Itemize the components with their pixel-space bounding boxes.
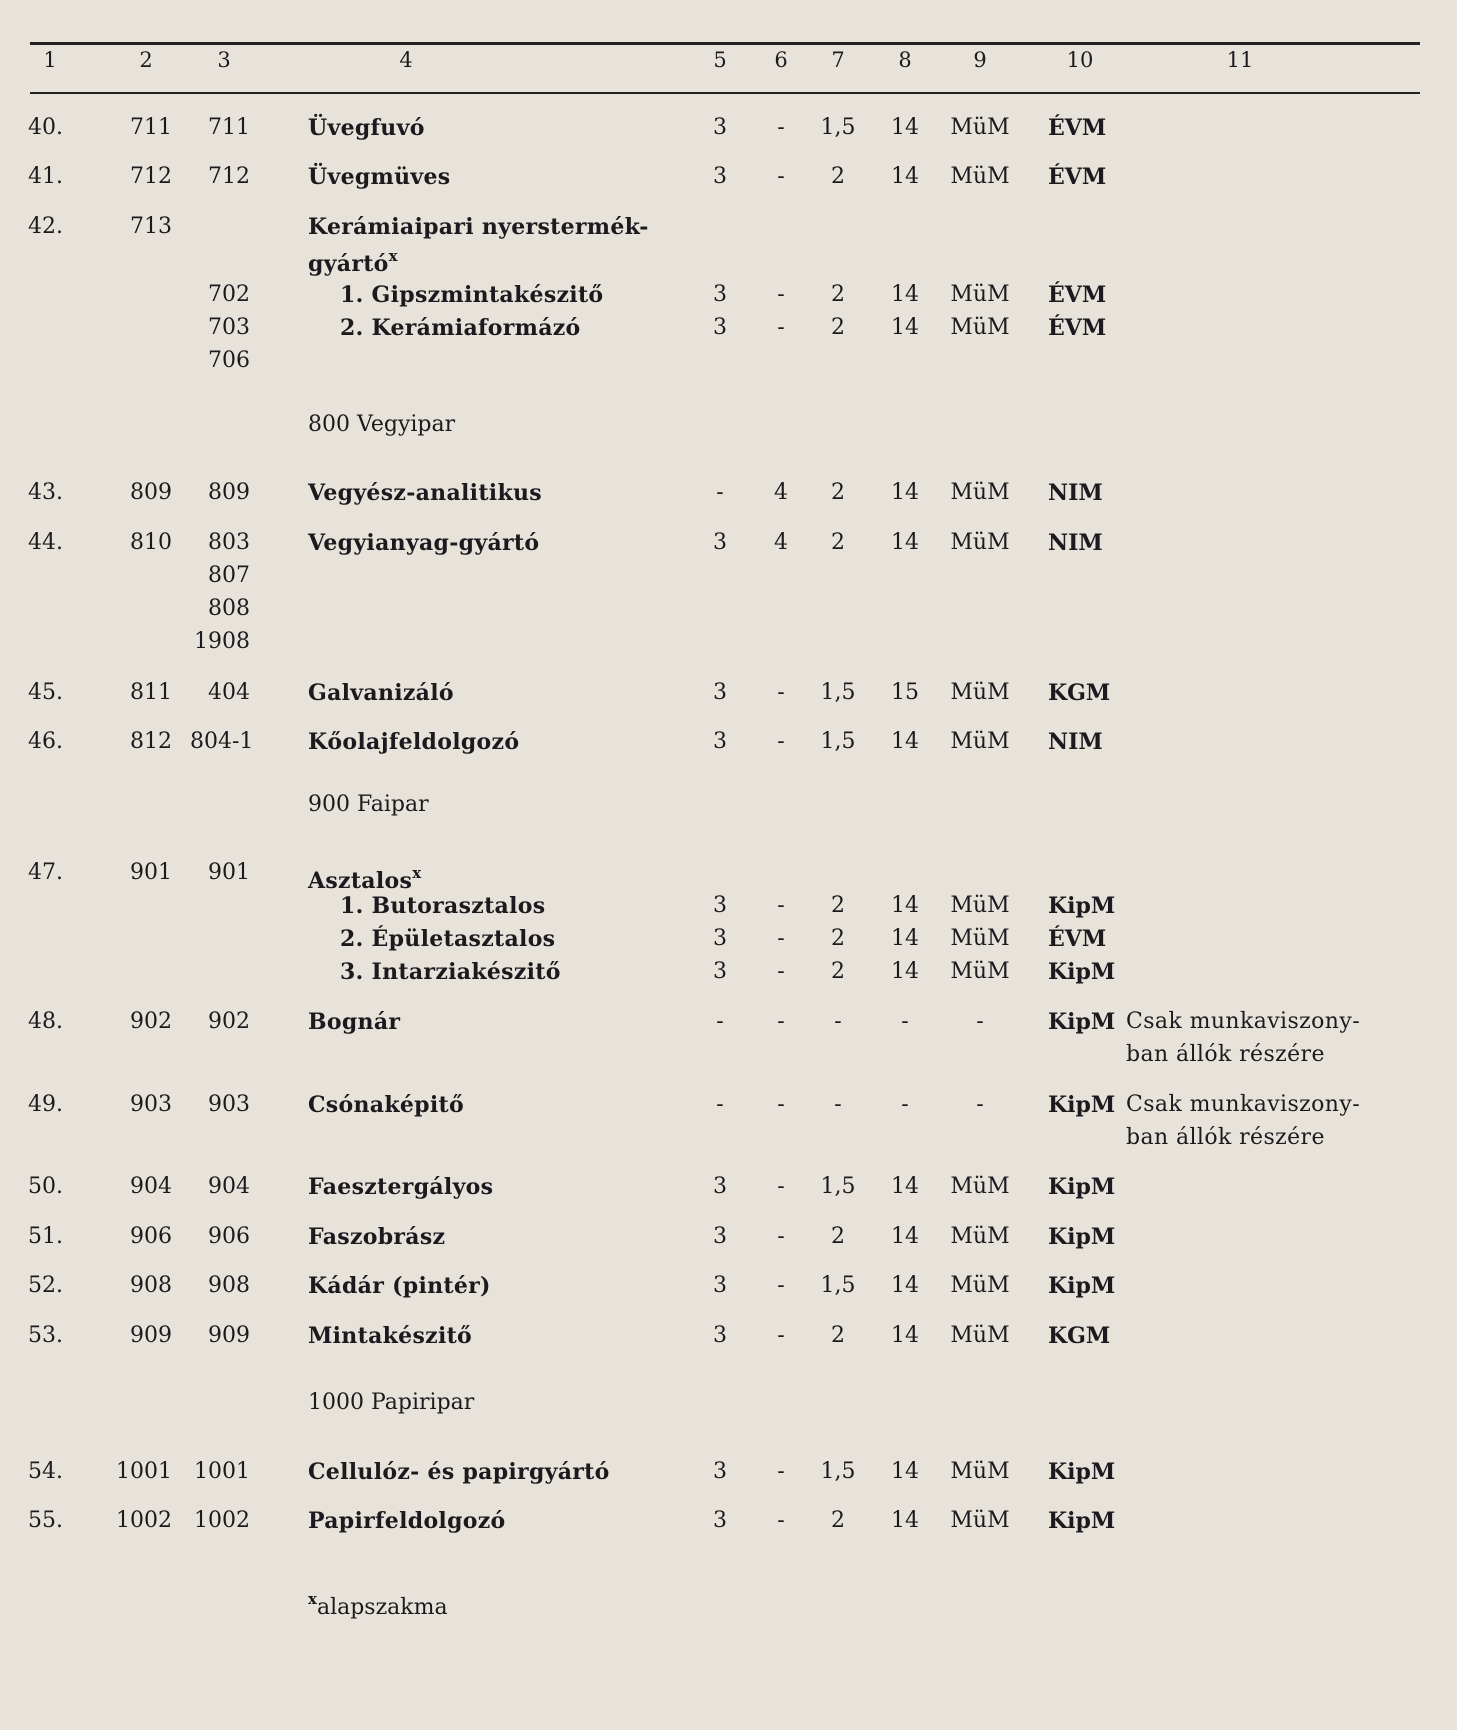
table-row: 46. 812 804-1 Kőolajfeldolgozó 3 - 1,5 14 MüM NIM xyxy=(28,729,1103,755)
cell-col-8: 14 xyxy=(891,115,919,140)
cell-col-4: Mintakészitő xyxy=(308,1323,473,1349)
cell-col-11: Csak munkaviszony- xyxy=(1126,1009,1361,1034)
cell-col-1: 53. xyxy=(28,1323,63,1348)
cell-col-1: 48. xyxy=(28,1009,63,1034)
cell-col-7: - xyxy=(834,1092,842,1117)
cell-col-3: 1002 xyxy=(194,1508,250,1533)
cell-col-8: 14 xyxy=(891,959,919,984)
table-row: 54. 1001 1001 Cellulóz- és papirgyártó 3 - 1,5 14 MüM KipM xyxy=(28,1459,1116,1485)
cell-col-10: KipM xyxy=(1048,1092,1116,1118)
cell-col-6: - xyxy=(777,729,785,754)
cell-col-8: 14 xyxy=(891,1224,919,1249)
cell-col-6: - xyxy=(777,1459,785,1484)
cell-col-4: Csónaképitő xyxy=(308,1092,464,1118)
cell-col-6: - xyxy=(777,1009,785,1034)
cell-col-7: 2 xyxy=(831,1224,845,1249)
cell-col-4: Faszobrász xyxy=(308,1224,446,1250)
cell-col-6: - xyxy=(777,164,785,189)
cell-col-10: KipM xyxy=(1048,959,1116,985)
cell-col-9: MüM xyxy=(950,1273,1010,1298)
table-row: 55. 1002 1002 Papirfeldolgozó 3 - 2 14 MüM KipM xyxy=(28,1508,1116,1534)
cell-col-4: gyártó$^x$ xyxy=(308,247,398,277)
table-row: 41. 712 712 Üvegmüves 3 - 2 14 MüM ÉVM xyxy=(28,164,1107,190)
cell-col-3: 804-1 xyxy=(190,729,254,754)
cell-col-1: 55. xyxy=(28,1508,63,1533)
cell-col-2: 1002 xyxy=(116,1508,172,1533)
cell-col-1: 44. xyxy=(28,530,63,555)
cell-col-3: 1001 xyxy=(194,1459,250,1484)
cell-col-4: Asztalos$^x$ xyxy=(308,864,422,894)
table-row: 1. Butorasztalos 3 - 2 14 MüM KipM xyxy=(340,893,1116,919)
column-header-9: 9 xyxy=(973,48,987,72)
table-row: 52. 908 908 Kádár (pintér) 3 - 1,5 14 MüM KipM xyxy=(28,1273,1116,1299)
table-row xyxy=(0,561,1457,591)
cell-col-10: KipM xyxy=(1048,1508,1116,1534)
cell-col-7: 1,5 xyxy=(820,729,856,754)
cell-col-9: MüM xyxy=(950,729,1010,754)
cell-col-3: 711 xyxy=(208,115,250,140)
cell-col-4: Kőolajfeldolgozó xyxy=(308,729,520,755)
cell-col-6: - xyxy=(777,1323,785,1348)
cell-col-3: 404 xyxy=(208,680,250,705)
cell-col-6: - xyxy=(777,1092,785,1117)
cell-col-10: ÉVM xyxy=(1048,115,1107,141)
header-bottom-rule xyxy=(30,92,1420,94)
cell-col-1: 51. xyxy=(28,1224,63,1249)
cell-col-9: MüM xyxy=(950,1508,1010,1533)
cell-col-2: 1001 xyxy=(116,1459,172,1484)
table-row: 49. 903 903 Csónaképitő - - - - - KipM Csak munkaviszony- xyxy=(28,1092,1361,1118)
cell-col-4: Bognár xyxy=(308,1009,401,1035)
cell-col-2: 906 xyxy=(130,1224,172,1249)
cell-col-9: - xyxy=(976,1009,984,1034)
cell-col-8: 14 xyxy=(891,893,919,918)
column-header-5: 5 xyxy=(713,48,727,72)
cell-col-10: ÉVM xyxy=(1048,926,1107,952)
cell-col-6: - xyxy=(777,282,785,307)
cell-col-2: 712 xyxy=(130,164,172,189)
cell-col-6: 4 xyxy=(774,480,788,505)
table-row xyxy=(0,1040,1457,1070)
cell-col-7: 2 xyxy=(831,530,845,555)
cell-col-2: 902 xyxy=(130,1009,172,1034)
cell-col-7: 2 xyxy=(831,1508,845,1533)
cell-col-9: MüM xyxy=(950,680,1010,705)
cell-col-8: 14 xyxy=(891,164,919,189)
cell-col-7: 1,5 xyxy=(820,1459,856,1484)
cell-col-8: 14 xyxy=(891,1508,919,1533)
column-header-8: 8 xyxy=(898,48,912,72)
cell-col-10: KipM xyxy=(1048,1009,1116,1035)
cell-col-3: 901 xyxy=(208,860,250,885)
cell-col-1: 52. xyxy=(28,1273,63,1298)
cell-col-10: KipM xyxy=(1048,1174,1116,1200)
cell-col-9: MüM xyxy=(950,530,1010,555)
cell-col-3: 809 xyxy=(208,480,250,505)
cell-col-10: KipM xyxy=(1048,1224,1116,1250)
cell-col-2: 904 xyxy=(130,1174,172,1199)
section-heading-papiripar: 1000 Papiripar xyxy=(308,1390,475,1415)
column-header-4: 4 xyxy=(399,48,413,72)
cell-col-4: Vegyész-analitikus xyxy=(308,480,542,506)
table-row: 43. 809 809 Vegyész-analitikus - 4 2 14 MüM NIM xyxy=(28,480,1103,506)
table-row: 53. 909 909 Mintakészitő 3 - 2 14 MüM KGM xyxy=(28,1323,1111,1349)
cell-col-9: MüM xyxy=(950,1224,1010,1249)
cell-col-4: Vegyianyag-gyártó xyxy=(308,530,540,556)
cell-col-2: 811 xyxy=(130,680,172,705)
footnote-asterisk: x xyxy=(308,1590,317,1608)
cell-col-8: 15 xyxy=(891,680,919,705)
cell-col-8: 14 xyxy=(891,480,919,505)
cell-col-4: 2. Kerámiaformázó xyxy=(340,315,581,341)
cell-col-3: 1908 xyxy=(194,629,250,654)
column-header-6: 6 xyxy=(774,48,788,72)
cell-col-9: MüM xyxy=(950,1174,1010,1199)
column-header-10: 10 xyxy=(1066,48,1094,72)
cell-col-8: 14 xyxy=(891,1174,919,1199)
cell-col-9: MüM xyxy=(950,282,1010,307)
cell-col-9: MüM xyxy=(950,164,1010,189)
table-row: 48. 902 902 Bognár - - - - - KipM Csak munkaviszony- xyxy=(28,1009,1361,1035)
table-row: 50. 904 904 Faesztergályos 3 - 1,5 14 MüM KipM xyxy=(28,1174,1116,1200)
cell-col-3: 807 xyxy=(208,563,250,588)
cell-col-9: MüM xyxy=(950,926,1010,951)
table-row xyxy=(0,212,1457,242)
cell-col-1: 49. xyxy=(28,1092,63,1117)
table-row: 3. Intarziakészitő 3 - 2 14 MüM KipM xyxy=(340,959,1116,985)
column-header-1: 1 xyxy=(43,48,57,72)
cell-col-4: Faesztergályos xyxy=(308,1174,494,1200)
cell-col-8: 14 xyxy=(891,1459,919,1484)
cell-col-7: 2 xyxy=(831,164,845,189)
cell-col-6: - xyxy=(777,1273,785,1298)
cell-col-8: 14 xyxy=(891,530,919,555)
table-row xyxy=(0,241,1457,277)
cell-col-10: NIM xyxy=(1048,530,1103,556)
table-row xyxy=(0,346,1457,376)
cell-col-6: - xyxy=(777,926,785,951)
cell-col-10: KipM xyxy=(1048,1459,1116,1485)
cell-col-9: - xyxy=(976,1092,984,1117)
cell-col-7: 2 xyxy=(831,480,845,505)
cell-col-3: 808 xyxy=(208,596,250,621)
cell-col-8: 14 xyxy=(891,1323,919,1348)
cell-col-4: 2. Épületasztalos xyxy=(340,926,556,952)
asterisk-mark: x xyxy=(388,247,398,265)
cell-col-2: 711 xyxy=(130,115,172,140)
cell-col-2: 812 xyxy=(130,729,172,754)
cell-col-7: 2 xyxy=(831,282,845,307)
column-header-3: 3 xyxy=(217,48,231,72)
cell-col-2: 713 xyxy=(130,214,172,239)
column-header-2: 2 xyxy=(139,48,153,72)
cell-col-8: 14 xyxy=(891,315,919,340)
cell-col-4: Papirfeldolgozó xyxy=(308,1508,506,1534)
cell-col-10: ÉVM xyxy=(1048,315,1107,341)
cell-col-3: 908 xyxy=(208,1273,250,1298)
cell-col-2: 901 xyxy=(130,860,172,885)
cell-col-1: 42. xyxy=(28,214,63,239)
cell-col-8: 14 xyxy=(891,1273,919,1298)
cell-col-10: KGM xyxy=(1048,680,1111,706)
footnote-text: alapszakma xyxy=(316,1595,448,1620)
table-row: 45. 811 404 Galvanizáló 3 - 1,5 15 MüM KGM xyxy=(28,680,1111,706)
cell-col-1: 47. xyxy=(28,860,63,885)
cell-col-3: 703 xyxy=(208,315,250,340)
cell-col-8: 14 xyxy=(891,282,919,307)
cell-col-6: - xyxy=(777,959,785,984)
cell-col-1: 50. xyxy=(28,1174,63,1199)
cell-col-7: 2 xyxy=(831,315,845,340)
cell-col-11: ban állók részére xyxy=(1126,1042,1325,1067)
cell-col-10: ÉVM xyxy=(1048,282,1107,308)
table-row: 51. 906 906 Faszobrász 3 - 2 14 MüM KipM xyxy=(28,1224,1116,1250)
cell-col-1: 45. xyxy=(28,680,63,705)
column-header-11: 11 xyxy=(1226,48,1254,72)
cell-col-6: - xyxy=(777,1224,785,1249)
cell-col-3: 712 xyxy=(208,164,250,189)
cell-col-7: 1,5 xyxy=(820,1273,856,1298)
table-row: 703 2. Kerámiaformázó 3 - 2 14 MüM ÉVM xyxy=(0,313,1457,343)
cell-col-2: 909 xyxy=(130,1323,172,1348)
cell-col-9: MüM xyxy=(950,480,1010,505)
header-top-rule xyxy=(30,42,1420,45)
cell-col-9: MüM xyxy=(950,893,1010,918)
section-heading-vegyipar: 800 Vegyipar xyxy=(308,412,456,437)
table-row: 702 1. Gipszmintakészitő 3 - 2 14 MüM ÉVM xyxy=(0,280,1457,310)
cell-col-2: 903 xyxy=(130,1092,172,1117)
cell-col-11: Csak munkaviszony- xyxy=(1126,1092,1361,1117)
cell-col-4: 1. Butorasztalos xyxy=(340,893,546,919)
section-heading-faipar: 900 Faipar xyxy=(308,792,429,817)
cell-col-1: 41. xyxy=(28,164,63,189)
footnote xyxy=(308,1590,448,1620)
cell-col-6: 4 xyxy=(774,530,788,555)
cell-col-7: 1,5 xyxy=(820,1174,856,1199)
cell-col-9: MüM xyxy=(950,1323,1010,1348)
cell-col-3: 803 xyxy=(208,530,250,555)
cell-col-6: - xyxy=(777,1174,785,1199)
table-row xyxy=(0,627,1457,657)
cell-col-7: - xyxy=(834,1009,842,1034)
cell-col-9: MüM xyxy=(950,115,1010,140)
cell-col-7: 2 xyxy=(831,1323,845,1348)
cell-col-6: - xyxy=(777,315,785,340)
cell-col-7: 2 xyxy=(831,926,845,951)
table-row: 40. 711 711 Üvegfuvó 3 - 1,5 14 MüM ÉVM xyxy=(28,115,1107,141)
cell-col-7: 1,5 xyxy=(820,115,856,140)
cell-col-3: 904 xyxy=(208,1174,250,1199)
cell-col-7: 2 xyxy=(831,959,845,984)
cell-col-8: 14 xyxy=(891,729,919,754)
cell-col-4: Üvegmüves xyxy=(308,164,451,190)
cell-col-10: NIM xyxy=(1048,480,1103,506)
table-row xyxy=(0,858,1457,894)
cell-col-2: 809 xyxy=(130,480,172,505)
asterisk-mark: x xyxy=(412,864,422,882)
table-row xyxy=(0,1123,1457,1153)
cell-col-7: 1,5 xyxy=(820,680,856,705)
table-row: 2. Épületasztalos 3 - 2 14 MüM ÉVM xyxy=(340,926,1107,952)
cell-col-1: 43. xyxy=(28,480,63,505)
cell-col-4: 3. Intarziakészitő xyxy=(340,959,561,985)
cell-col-8: 14 xyxy=(891,926,919,951)
cell-col-1: 46. xyxy=(28,729,63,754)
cell-col-6: - xyxy=(777,680,785,705)
cell-col-3: 702 xyxy=(208,282,250,307)
cell-col-8: - xyxy=(901,1092,909,1117)
cell-col-6: - xyxy=(777,1508,785,1533)
cell-col-3: 706 xyxy=(208,348,250,373)
cell-col-3: 906 xyxy=(208,1224,250,1249)
table-row: 44. 810 803 Vegyianyag-gyártó 3 4 2 14 MüM NIM xyxy=(28,530,1103,556)
cell-col-10: KGM xyxy=(1048,1323,1111,1349)
cell-col-4: Kádár (pintér) xyxy=(308,1273,491,1299)
column-header-7: 7 xyxy=(831,48,845,72)
cell-col-6: - xyxy=(777,115,785,140)
cell-col-2: 908 xyxy=(130,1273,172,1298)
cell-col-9: MüM xyxy=(950,315,1010,340)
cell-col-7: 2 xyxy=(831,893,845,918)
cell-col-9: MüM xyxy=(950,1459,1010,1484)
cell-col-4: Üvegfuvó xyxy=(308,115,425,141)
table-row xyxy=(0,594,1457,624)
cell-col-4: 1. Gipszmintakészitő xyxy=(340,282,604,308)
cell-col-8: - xyxy=(901,1009,909,1034)
cell-col-11: ban állók részére xyxy=(1126,1125,1325,1150)
cell-col-3: 903 xyxy=(208,1092,250,1117)
cell-col-10: NIM xyxy=(1048,729,1103,755)
cell-col-1: 54. xyxy=(28,1459,63,1484)
cell-col-1: 40. xyxy=(28,115,63,140)
cell-col-2: 810 xyxy=(130,530,172,555)
cell-col-3: 909 xyxy=(208,1323,250,1348)
cell-col-4: Kerámiaipari nyerstermék- xyxy=(308,214,649,240)
cell-col-9: MüM xyxy=(950,959,1010,984)
cell-col-10: KipM xyxy=(1048,1273,1116,1299)
cell-col-4: Galvanizáló xyxy=(308,680,454,706)
cell-col-10: KipM xyxy=(1048,893,1116,919)
cell-col-10: ÉVM xyxy=(1048,164,1107,190)
cell-col-6: - xyxy=(777,893,785,918)
cell-col-3: 902 xyxy=(208,1009,250,1034)
cell-col-4: Cellulóz- és papirgyártó xyxy=(308,1459,610,1485)
